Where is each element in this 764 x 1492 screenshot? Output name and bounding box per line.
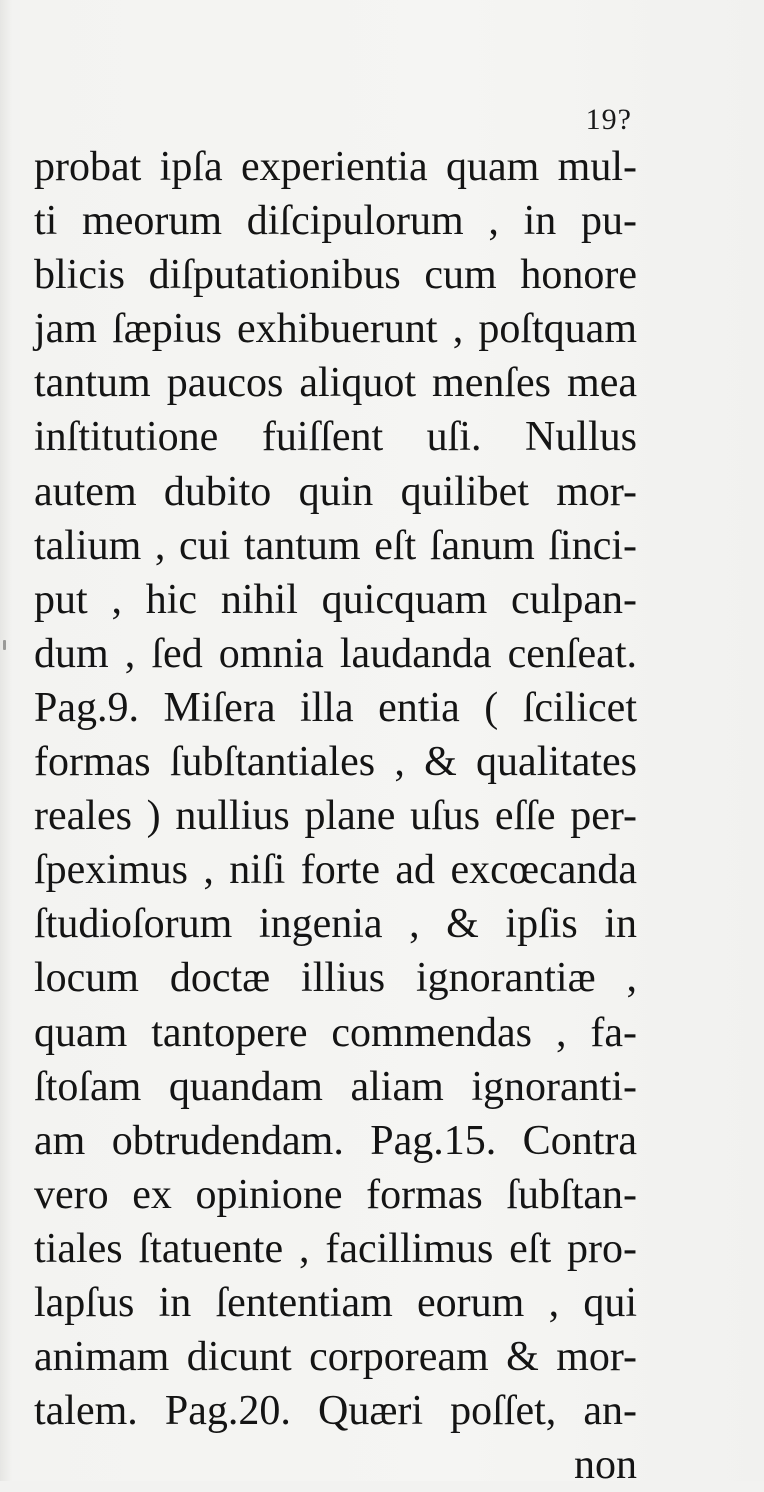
text-line: animam dicunt corpoream & mor-	[34, 1334, 637, 1381]
text-line: tantum paucos aliquot menſes mea	[34, 360, 637, 407]
text-line: vero ex opinione formas ſubſtan-	[34, 1171, 637, 1218]
text-line: reales ) nullius plane uſus eſſe per-	[34, 793, 637, 840]
page-edge-mark	[3, 640, 6, 650]
text-line: put , hic nihil quicquam culpan-	[34, 576, 637, 623]
text-line: ſtudioſorum ingenia , & ipſis in	[34, 901, 637, 948]
text-line: ſpeximus , niſi forte ad excœcanda	[34, 847, 637, 894]
catchword: non	[574, 1442, 637, 1489]
text-line: probat ipſa experientia quam mul-	[34, 144, 637, 190]
text-line: inſtitutione fuiſſent uſi. Nullus	[34, 414, 637, 461]
text-line: ſtoſam quandam aliam ignoranti-	[34, 1063, 637, 1110]
text-line: locum doctæ illius ignorantiæ ,	[34, 955, 637, 1002]
text-line: Pag.9. Miſera illa entia ( ſcilicet	[34, 684, 637, 731]
text-line: tiales ſtatuente , facillimus eſt pro-	[34, 1225, 637, 1272]
text-line: quam tantopere commendas , fa-	[34, 1009, 637, 1056]
text-line: blicis diſputationibus cum honore	[34, 252, 637, 299]
text-line: dum , ſed omnia laudanda cenſeat.	[34, 630, 637, 677]
text-line: am obtrudendam. Pag.15. Contra	[34, 1117, 637, 1164]
text-line: autem dubito quin quilibet mor-	[34, 468, 637, 515]
text-line: lapſus in ſententiam eorum , qui	[34, 1279, 637, 1326]
text-line: talem. Pag.20. Quæri poſſet, an-	[34, 1388, 637, 1435]
text-line: formas ſubſtantiales , & qualitates	[34, 739, 637, 786]
text-line: jam ſæpius exhibuerunt , poſtquam	[34, 306, 637, 353]
body-text	[34, 140, 637, 1492]
text-line: talium , cui tantum eſt ſanum ſinci-	[34, 522, 637, 569]
page-number: 19?	[585, 103, 632, 136]
text-line: ti meorum diſcipulorum , in pu-	[34, 198, 637, 245]
